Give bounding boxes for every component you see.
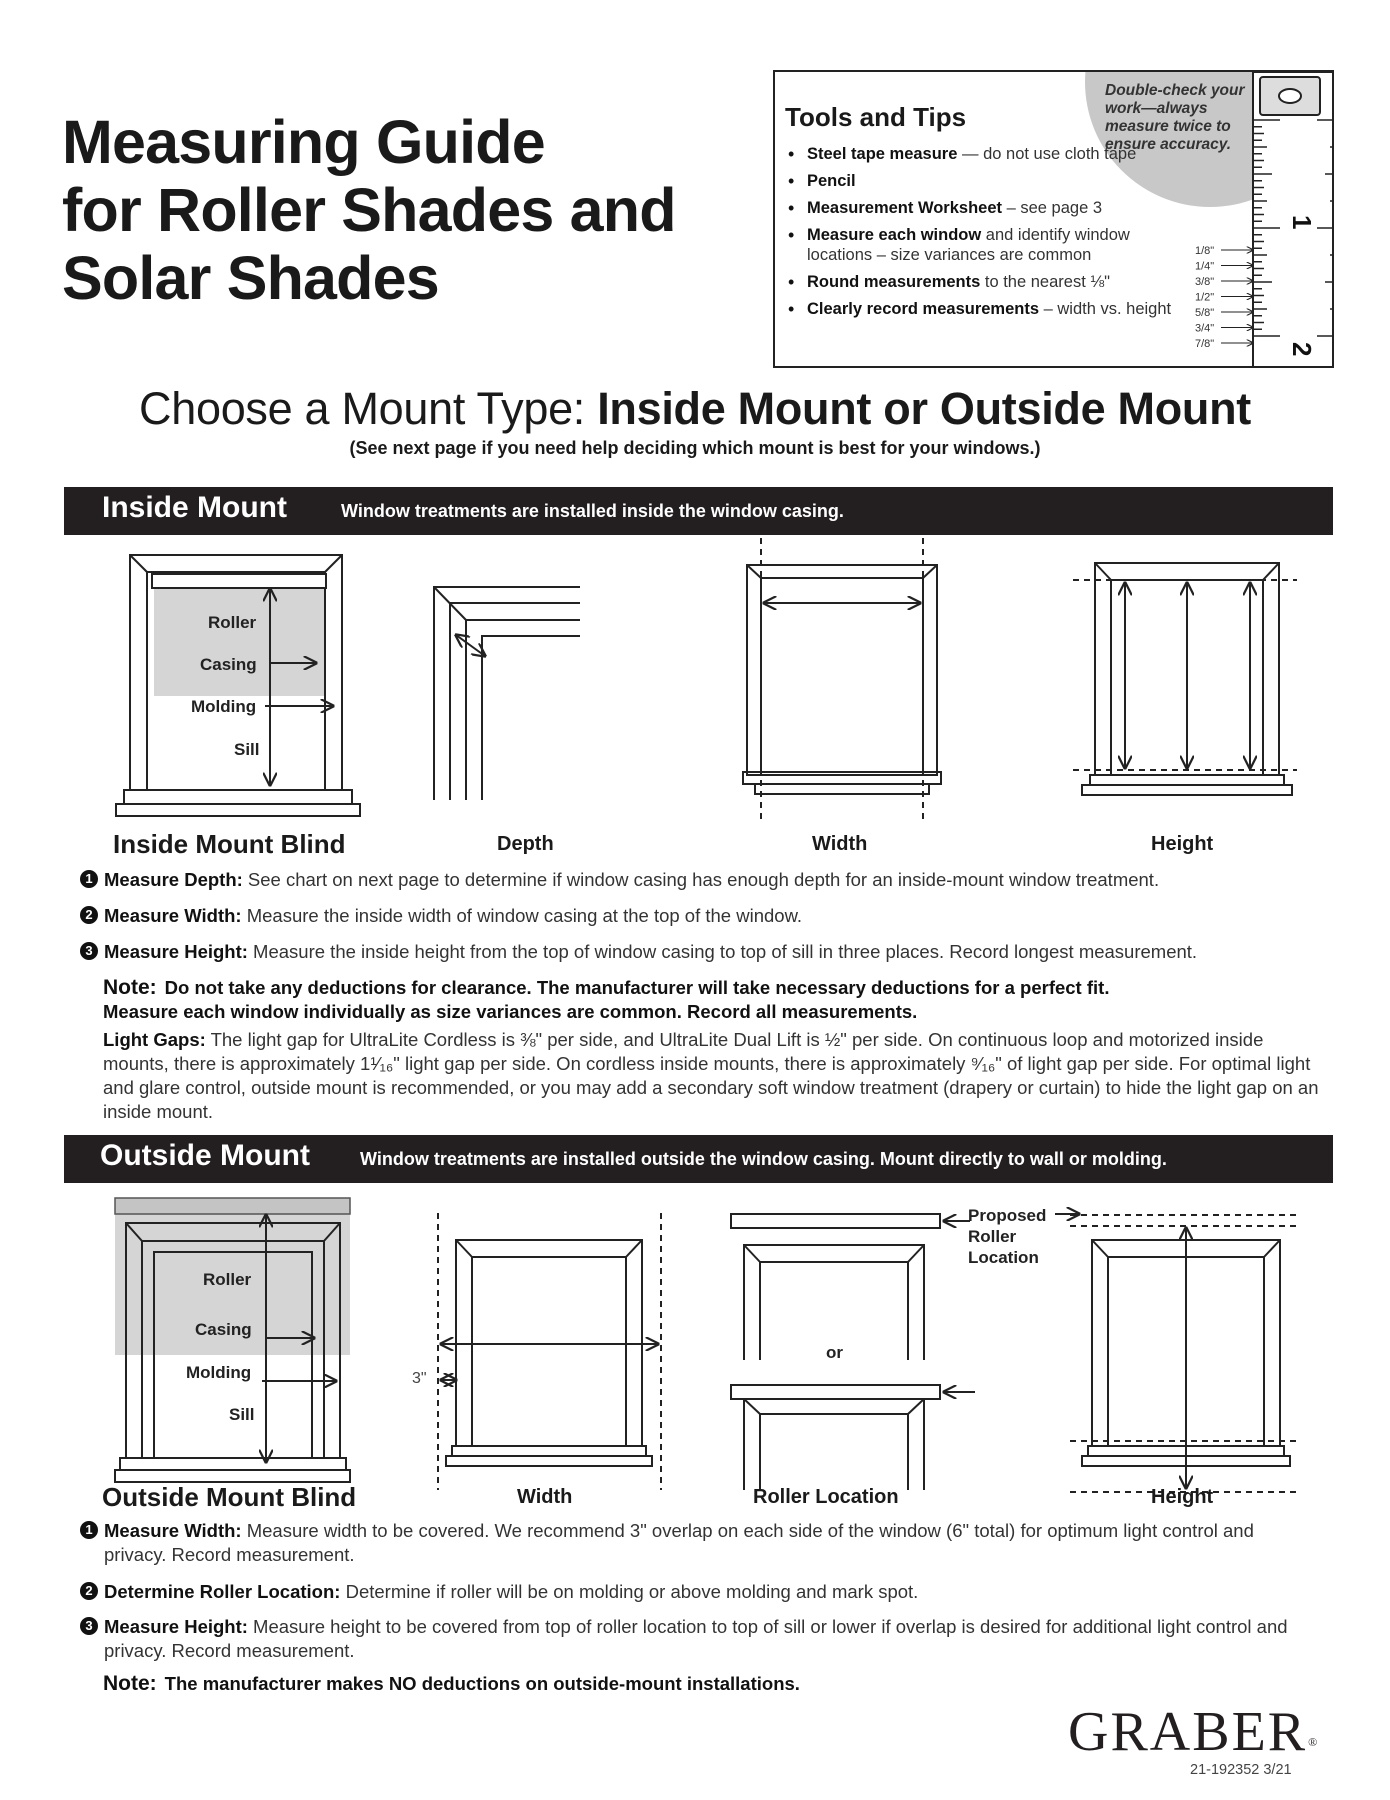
label-roller: Roller [208,613,257,632]
label-casing: Casing [200,655,257,674]
choose-mount-heading: Choose a Mount Type: Inside Mount or Outside Mount [139,383,1251,434]
outside-step-1: 1 Measure Width: Measure width to be covered. We recommend 3" overlap on each side of the window (6" total) for optimum light control and privacy. Record measurement. [80,1519,1320,1567]
outside-mount-subtitle: Window treatments are installed outside the window casing. Mount directly to wall or molding. [360,1149,1167,1169]
tools-item: • Steel tape measure — do not use cloth tape [785,144,1190,164]
tape-fraction-label: 3/8" [1195,276,1215,288]
depth-diagram [434,587,580,800]
title-line-2: for Roller Shades and [62,176,676,244]
outside-mount-band [64,1135,1333,1183]
title-line-3: Solar Shades [62,244,439,312]
label-molding: Molding [186,1363,252,1382]
label-roller: Roller [203,1270,252,1289]
tools-item: • Measure each window and identify window locations – size variances are common [785,225,1190,265]
tools-item: • Round measurements to the nearest ⅛" [785,272,1190,292]
label-or: or [826,1343,843,1362]
graber-logo: GRABER® [1068,1701,1318,1763]
inside-mount-subtitle: Window treatments are installed inside the window casing. [341,501,844,521]
inside-mount-title: Inside Mount [102,491,287,524]
light-gaps-paragraph: Light Gaps: The light gap for UltraLite Cordless is ⅜" per side, and UltraLite Dual Lift is ½" per side. On continuous loop and motorized inside mounts, there is approximately 1¹⁄₁₆" light gap per side. On cordless inside mounts, there is approximately ⁹⁄₁₆" of light gap per side. For optimal light and glare control, outside mount is recommended, or you may add a secondary soft window treatment (drapery or curtain) to hide the light gap on an inside mount. [103,1029,1319,1122]
tools-title: Tools and Tips [785,102,967,132]
tape-fraction-label: 7/8" [1195,338,1215,350]
caption-height: Height [1151,833,1214,855]
outside-height-diagram [1070,1215,1297,1492]
tools-item: • Measurement Worksheet – see page 3 [785,198,1190,218]
tools-item: • Pencil [785,171,1190,191]
tape-fraction-label: 1/4" [1195,260,1215,273]
outside-step-3: 3 Measure Height: Measure height to be covered from top of roller location to top of sill or lower if overlap is desired for additional light control and privacy. Record measurement. [80,1615,1320,1663]
choose-mount-subheading: (See next page if you need help deciding which mount is best for your windows.) [349,438,1041,458]
tip-text: Double-check your work—always measure twice to ensure accuracy. [1105,82,1245,153]
caption-depth: Depth [497,833,554,855]
outside-note: Note: The manufacturer makes NO deductions on outside-mount installations. [103,1672,800,1695]
tape-number-1: 1 [1287,215,1317,230]
title-line-1: Measuring Guide [62,108,545,176]
inside-width-diagram [743,538,941,820]
outside-mount-title: Outside Mount [100,1139,310,1172]
caption-outside-mount-blind: Outside Mount Blind [102,1482,357,1512]
tape-fraction-label: 3/4" [1195,322,1215,335]
caption-width: Width [517,1486,573,1508]
tape-number-2: 2 [1287,342,1317,357]
inside-step-1: 1 Measure Depth: See chart on next page to determine if window casing has enough depth for an inside-mount window treatment. [80,868,1320,892]
caption-inside-mount-blind: Inside Mount Blind [113,829,346,859]
tape-fraction-label: 1/8" [1195,245,1215,257]
roller-location-diagram [731,1214,975,1490]
inside-note: Note: Do not take any deductions for clearance. The manufacturer will take necessary deductions for a perfect fit. Measure each window individually as size variances are common. Record all measurements. [103,976,1110,1022]
caption-roller-location: Roller Location [753,1486,899,1508]
tape-fraction-label: 1/2" [1195,291,1215,304]
outside-mount-blind-diagram [115,1198,350,1482]
inside-mount-blind-diagram [116,555,360,816]
tape-fraction-label: 5/8" [1195,307,1215,319]
document-code: 21-192352 3/21 [1190,1762,1292,1778]
caption-width: Width [812,833,868,855]
inside-height-diagram [1073,563,1297,795]
label-casing: Casing [195,1320,252,1339]
label-overlap: 3" [412,1370,427,1387]
tools-item: • Clearly record measurements – width vs. height [785,299,1190,319]
outside-step-2: 2 Determine Roller Location: Determine if roller will be on molding or above molding and mark spot. [80,1580,1320,1604]
label-sill: Sill [229,1405,255,1424]
outside-width-diagram [438,1213,661,1490]
label-sill: Sill [234,740,260,759]
inside-step-2: 2 Measure Width: Measure the inside width of window casing at the top of the window. [80,904,1320,928]
label-molding: Molding [191,697,257,716]
label-proposed-roller-location: Proposed Roller Location [968,1206,1047,1267]
caption-height: Height [1151,1486,1214,1508]
inside-step-3: 3 Measure Height: Measure the inside height from the top of window casing to top of sill in three places. Record longest measurement. [80,940,1320,964]
